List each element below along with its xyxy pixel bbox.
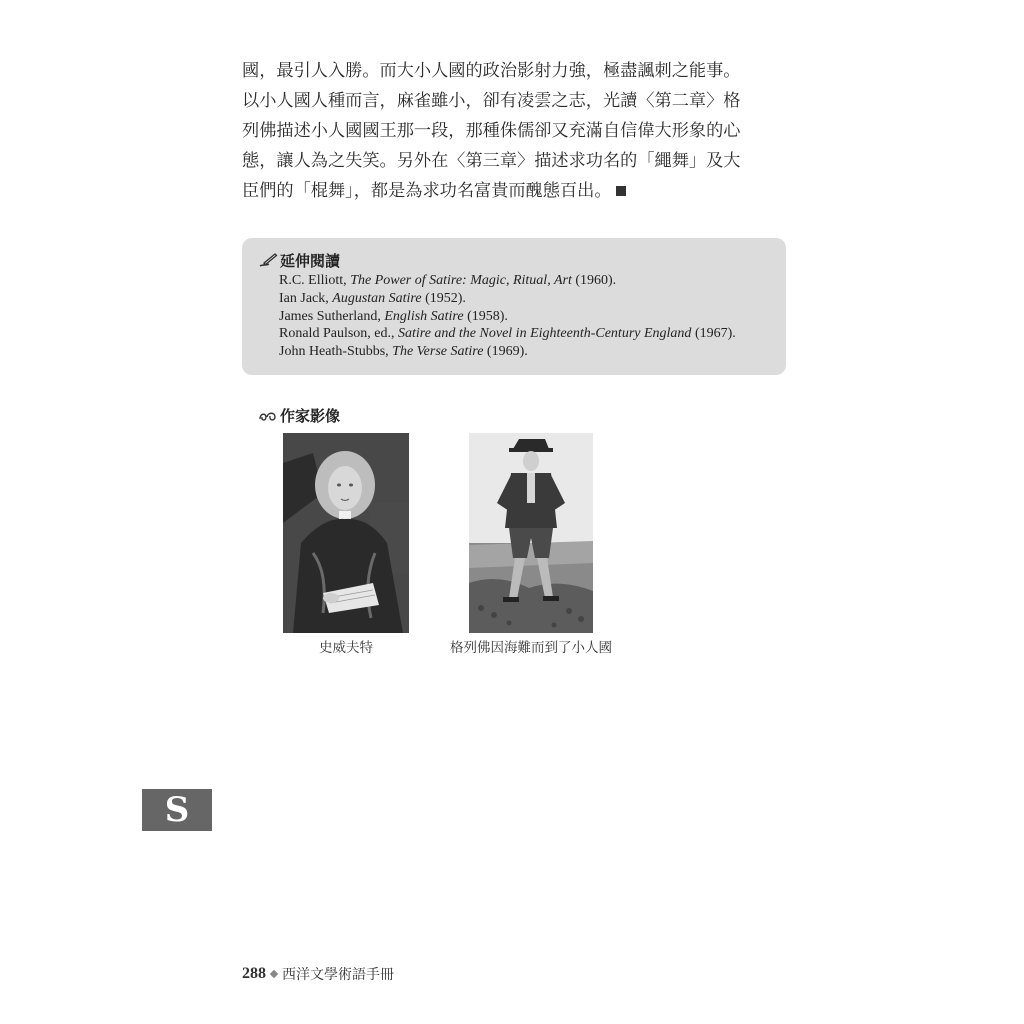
section-tab: S <box>142 789 212 831</box>
reference-year: (1958). <box>463 308 508 324</box>
reference-year: (1969). <box>483 344 528 360</box>
reference-title: Augustan Satire <box>332 290 422 306</box>
reference-item <box>279 343 786 361</box>
pen-writing-icon <box>258 251 278 269</box>
book-title: 西洋文學術語手冊 <box>282 967 394 983</box>
page-footer <box>242 964 394 984</box>
diamond-icon <box>270 970 278 978</box>
reference-author: Ronald Paulson, ed., <box>279 326 398 342</box>
reference-item <box>279 290 786 308</box>
flourish-icon <box>258 408 278 424</box>
gulliver-illustration-image <box>469 433 593 633</box>
figure-caption: 格列佛因海難而到了小人國 <box>450 640 612 656</box>
reference-year: (1960). <box>571 273 617 288</box>
reference-item <box>279 272 786 290</box>
further-reading-title: 延伸閱讀 <box>280 251 341 270</box>
reference-item <box>279 308 786 326</box>
portraits-heading <box>258 405 340 426</box>
reference-author: James Sutherland, <box>279 308 385 324</box>
further-reading-box <box>242 238 786 375</box>
reference-year: (1952). <box>421 290 466 306</box>
reference-author: John Heath-Stubbs, <box>279 344 393 360</box>
body-line: 臣們的「棍舞」，都是為求功名富貴而醜態百出。 <box>242 181 612 201</box>
reference-title: English Satire <box>384 308 464 324</box>
reference-list <box>279 272 786 361</box>
body-line: 以小人國人種而言，麻雀雖小，卻有凌雲之志，光讀〈第二章〉格 <box>242 91 741 111</box>
body-line: 國，最引人入勝。而大小人國的政治影射力強，極盡諷刺之能事。 <box>242 61 741 81</box>
reference-title: The Verse Satire <box>392 344 484 360</box>
body-line-last <box>242 176 790 206</box>
reference-title: The Power of Satire: Magic, Ritual, Art <box>350 273 572 288</box>
reference-item <box>279 325 786 343</box>
reference-title: Satire and the Novel in Eighteenth-Century England <box>398 326 692 342</box>
further-reading-heading <box>258 250 786 270</box>
body-line: 列佛描述小人國國王那一段，那種侏儒卻又充滿自信偉大形象的心 <box>242 121 741 141</box>
reference-author: R.C. Elliott, <box>279 273 351 288</box>
end-square-icon <box>616 186 626 196</box>
figure-caption: 史威夫特 <box>319 640 373 656</box>
reference-year: (1967). <box>691 326 736 342</box>
body-text <box>242 56 790 206</box>
reference-author: Ian Jack, <box>279 290 333 306</box>
body-line: 態，讓人為之失笑。另外在〈第三章〉描述求功名的「繩舞」及大 <box>242 151 741 171</box>
portraits-title: 作家影像 <box>280 407 341 425</box>
swift-portrait-image <box>283 433 409 633</box>
page-number: 288 <box>242 965 266 982</box>
